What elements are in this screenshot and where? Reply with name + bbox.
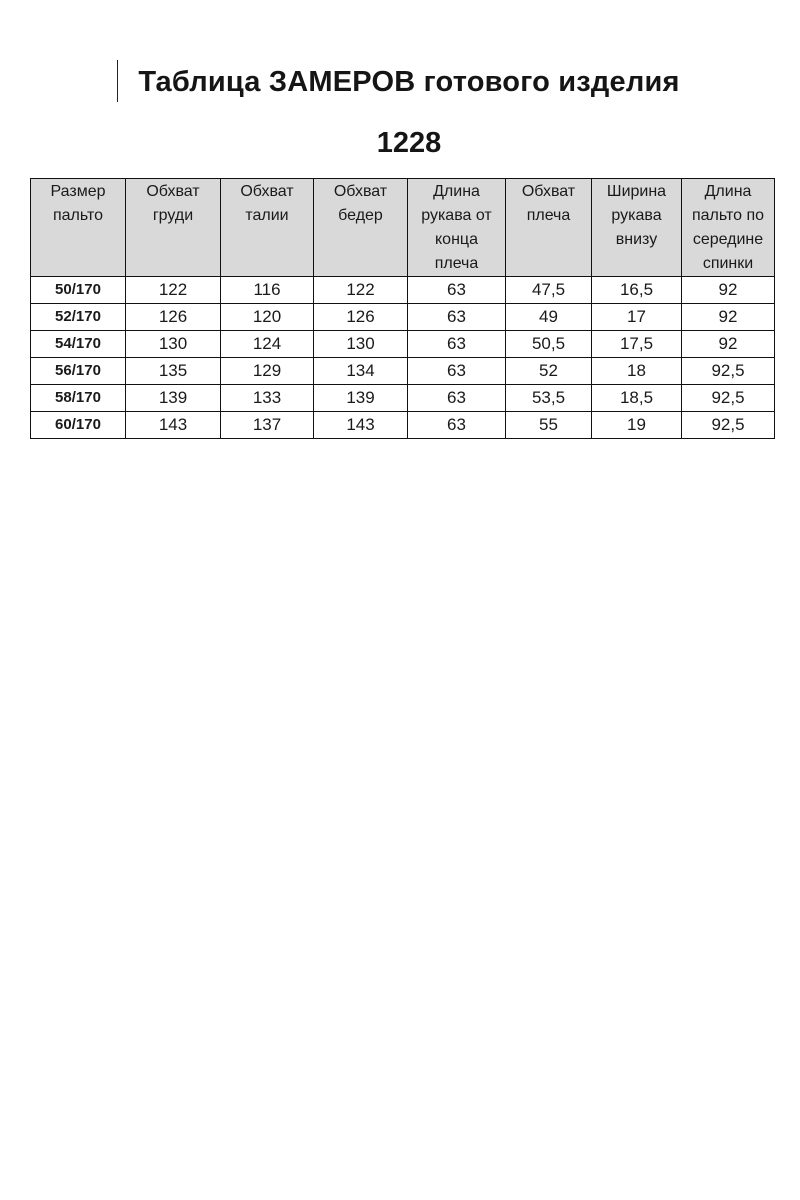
header-line: спинки — [702, 255, 754, 272]
table-cell: 126 — [126, 304, 221, 331]
header-line: плеча — [434, 255, 479, 272]
header-shoulder — [506, 179, 592, 277]
size-cell: 52/170 — [31, 304, 126, 331]
table-cell: 134 — [314, 358, 408, 385]
header-line: Обхват — [521, 183, 576, 200]
table-cell: 47,5 — [506, 277, 592, 304]
table-cell: 92 — [682, 331, 775, 358]
header-line: Обхват — [240, 183, 294, 200]
header-line: бедер — [338, 207, 383, 224]
header-line: середине — [692, 231, 764, 248]
size-cell: 54/170 — [31, 331, 126, 358]
header-line: Обхват — [333, 183, 388, 200]
table-cell: 143 — [314, 412, 408, 439]
header-line: Длина — [704, 183, 752, 200]
table-cell: 129 — [221, 358, 314, 385]
table-row — [31, 331, 775, 358]
size-cell: 56/170 — [31, 358, 126, 385]
table-cell: 92 — [682, 277, 775, 304]
header-sleeve-length — [408, 179, 506, 277]
table-cell: 55 — [506, 412, 592, 439]
table-cell: 122 — [126, 277, 221, 304]
header-line: Обхват — [146, 183, 200, 200]
table-cell: 124 — [221, 331, 314, 358]
size-cell: 60/170 — [31, 412, 126, 439]
table-cell: 126 — [314, 304, 408, 331]
table-cell: 120 — [221, 304, 314, 331]
header-coat-length — [682, 179, 775, 277]
table-cell: 49 — [506, 304, 592, 331]
table-cell: 116 — [221, 277, 314, 304]
table-cell: 133 — [221, 385, 314, 412]
header-waist — [221, 179, 314, 277]
table-cell: 130 — [126, 331, 221, 358]
header-line: пальто по — [691, 207, 765, 224]
table-cell: 18,5 — [592, 385, 682, 412]
table-cell: 135 — [126, 358, 221, 385]
header-line: груди — [152, 207, 194, 224]
table-cell: 63 — [408, 277, 506, 304]
header-line: пальто — [52, 207, 104, 224]
table-cell: 122 — [314, 277, 408, 304]
table-cell: 50,5 — [506, 331, 592, 358]
table-cell: 92,5 — [682, 412, 775, 439]
header-line: рукава от — [421, 207, 492, 224]
table-cell: 139 — [314, 385, 408, 412]
table-row — [31, 358, 775, 385]
table-cell: 19 — [592, 412, 682, 439]
table-cell: 18 — [592, 358, 682, 385]
header-line: Размер — [50, 183, 106, 200]
size-cell: 58/170 — [31, 385, 126, 412]
document-number: 1228 — [376, 127, 442, 159]
header-line: плеча — [526, 207, 571, 224]
table-cell: 63 — [408, 331, 506, 358]
header-line: Ширина — [606, 183, 667, 200]
table-cell: 63 — [408, 358, 506, 385]
table-row — [31, 277, 775, 304]
document-title: Таблица ЗАМЕРОВ готового изделия — [138, 66, 680, 98]
table-cell: 17,5 — [592, 331, 682, 358]
table-cell: 53,5 — [506, 385, 592, 412]
table-cell: 63 — [408, 412, 506, 439]
header-size — [31, 179, 126, 277]
table-cell: 17 — [592, 304, 682, 331]
header-chest — [126, 179, 221, 277]
table-cell: 139 — [126, 385, 221, 412]
header-line: Длина — [433, 183, 480, 200]
table-cell: 16,5 — [592, 277, 682, 304]
table-row — [31, 412, 775, 439]
table-cell: 63 — [408, 304, 506, 331]
table-cell: 137 — [221, 412, 314, 439]
table-cell: 92,5 — [682, 358, 775, 385]
header-sleeve-width — [592, 179, 682, 277]
table-cell: 92 — [682, 304, 775, 331]
table-cell: 92,5 — [682, 385, 775, 412]
table-cell: 143 — [126, 412, 221, 439]
header-line: конца — [435, 231, 478, 248]
table-cell: 63 — [408, 385, 506, 412]
header-line: талии — [245, 207, 289, 224]
measurements-table — [30, 178, 775, 439]
size-cell: 50/170 — [31, 277, 126, 304]
table-cell: 130 — [314, 331, 408, 358]
header-hips — [314, 179, 408, 277]
table-cell: 52 — [506, 358, 592, 385]
header-line: рукава — [611, 207, 662, 224]
header-line: внизу — [615, 231, 658, 248]
header-row — [31, 179, 775, 277]
table-row — [31, 385, 775, 412]
table-row — [31, 304, 775, 331]
